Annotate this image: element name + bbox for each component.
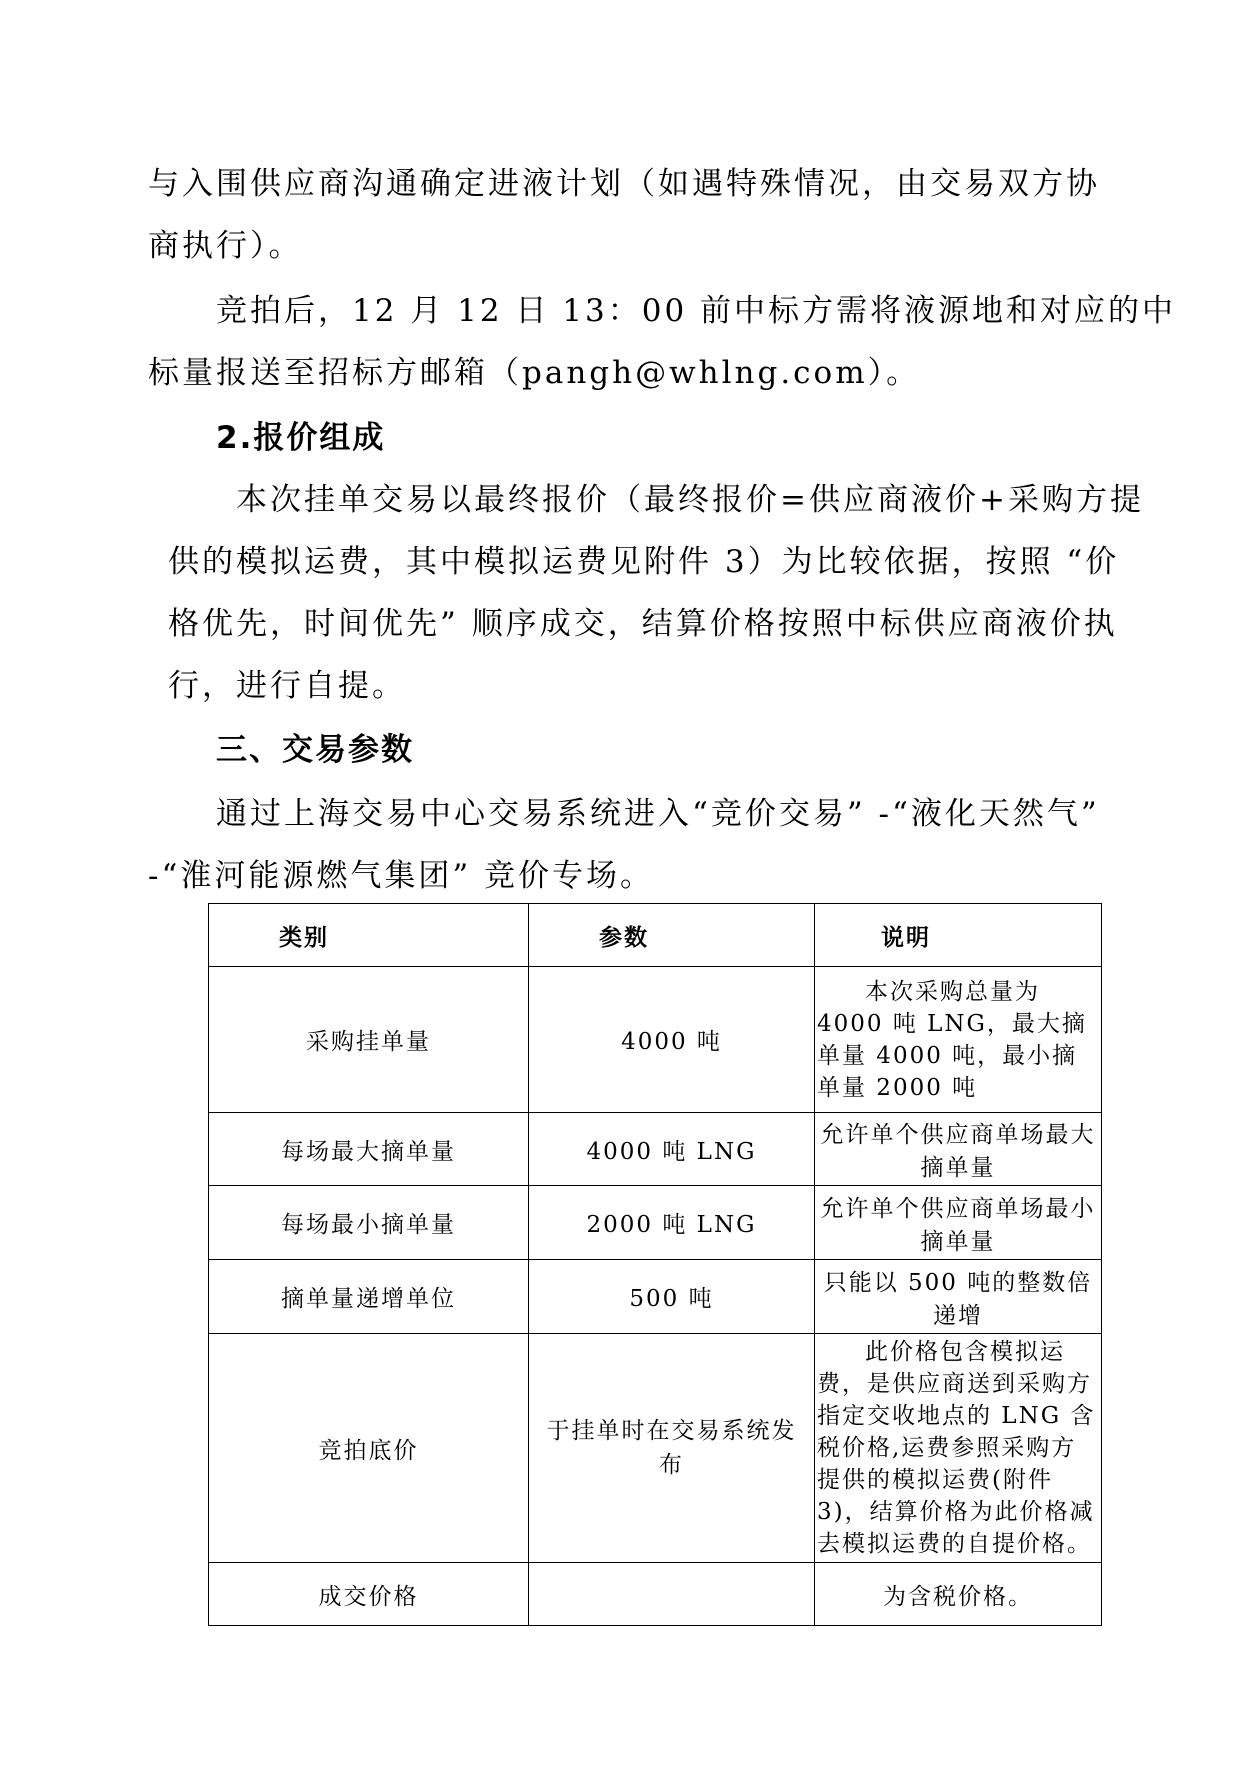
table-row [209, 1334, 1102, 1563]
paragraph-line: 格优先，时间优先” 顺序成交，结算价格按照中标供应商液价执 [168, 606, 1118, 642]
table-cell-param: 2000 吨 LNG [529, 1186, 815, 1260]
table-cell-note: 只能以 500 吨的整数倍递增 [815, 1260, 1102, 1334]
paragraph-line: 商执行）。 [148, 228, 303, 264]
table-cell-param: 4000 吨 LNG [529, 1113, 815, 1186]
table-row [209, 967, 1102, 1113]
paragraph-line: 供的模拟运费，其中模拟运费见附件 3）为比较依据，按照 “价 [168, 544, 1120, 580]
paragraph-line: 本次挂单交易以最终报价（最终报价=供应商液价+采购方提 [236, 482, 1144, 518]
table-header-note: 说明 [815, 904, 1102, 967]
paragraph-line: 与入围供应商沟通确定进液计划（如遇特殊情况，由交易双方协 [148, 166, 1100, 202]
table-cell-category: 摘单量递增单位 [209, 1260, 529, 1334]
table-cell-category: 每场最大摘单量 [209, 1113, 529, 1186]
table-cell-param [529, 1563, 815, 1626]
paragraph-line: -“淮河能源燃气集团” 竞价专场。 [148, 858, 655, 894]
table-cell-note: 为含税价格。 [815, 1563, 1102, 1626]
table-cell-note: 允许单个供应商单场最大摘单量 [815, 1113, 1102, 1186]
table-cell-note: 允许单个供应商单场最小摘单量 [815, 1186, 1102, 1260]
table-header-row [209, 904, 1102, 967]
table-cell-category: 成交价格 [209, 1563, 529, 1626]
section-heading-price: 2.报价组成 [216, 420, 386, 456]
paragraph-line: 竞拍后，12 月 12 日 13：00 前中标方需将液源地和对应的中 [216, 293, 1177, 329]
table-row [209, 1260, 1102, 1334]
table-header-category: 类别 [209, 904, 529, 967]
table-cell-category: 采购挂单量 [209, 967, 529, 1113]
table-row [209, 1113, 1102, 1186]
note-text: 本次采购总量为 4000 吨 LNG，最大摘单量 4000 吨，最小摘单量 2000 吨 [817, 978, 1087, 1101]
section-heading-params: 三、交易参数 [216, 732, 414, 768]
table-cell-note [815, 967, 1102, 1113]
paragraph-line: 标量报送至招标方邮箱（pangh@whlng.com）。 [148, 355, 921, 391]
table-cell-param: 500 吨 [529, 1260, 815, 1334]
table-row [209, 1186, 1102, 1260]
trade-parameters-table [208, 903, 1102, 1626]
table-cell-note [815, 1334, 1102, 1563]
table-cell-category: 每场最小摘单量 [209, 1186, 529, 1260]
paragraph-line: 行，进行自提。 [168, 668, 406, 704]
table-header-param: 参数 [529, 904, 815, 967]
note-text: 此价格包含模拟运费，是供应商送到采购方指定交收地点的 LNG 含税价格,运费参照采购方提供的模拟运费(附件 3)，结算价格为此价格减去模拟运费的自提价格。 [817, 1339, 1096, 1557]
paragraph-line: 通过上海交易中心交易系统进入“竞价交易” -“液化天然气” [216, 796, 1100, 832]
table-row [209, 1563, 1102, 1626]
table-cell-param: 4000 吨 [529, 967, 815, 1113]
table-cell-param: 于挂单时在交易系统发布 [529, 1334, 815, 1563]
table-cell-category: 竞拍底价 [209, 1334, 529, 1563]
